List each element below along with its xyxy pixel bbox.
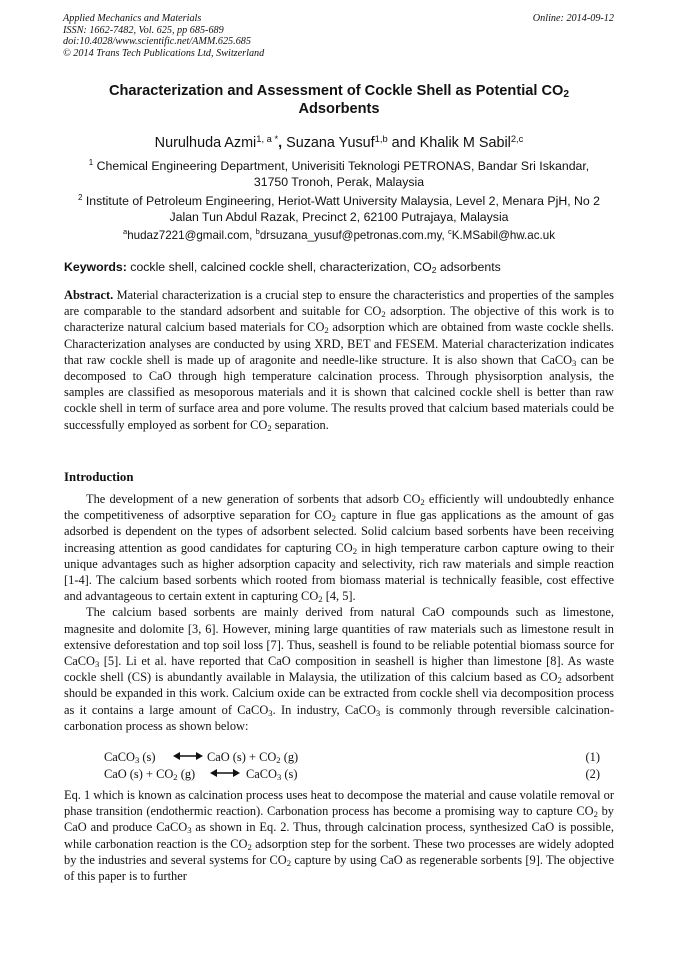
author-1: Nurulhuda Azmi [154,135,257,151]
equation-lhs: CaO $(s) + CO_2$ (g) [104,767,196,782]
body-text: adsorbent should be expanded in this work. Calcium oxide can be extracted from cockle shell via decomposition process as it contains a large amount of CaCO [64,670,614,717]
abstract [64,287,614,433]
body-text: [5]. Li et al. have reported that CaO composition in seashell is higher than limestone [8]. As waste cockle shell (CS) is abundantly available in Malaysia, the utilization of this calcium based as CO [64,654,614,685]
equation-rhs: CaO $(s) + CO_2$ (g) [207,750,299,765]
body-text: adsorption step for the sorbent. These two processes are widely adopted by the industries and several systems for CO [64,836,614,867]
journal-name: Applied Mechanics and Materials [63,13,202,24]
affiliation-1-line1: Chemical Engineering Department, Univerisiti Teknologi PETRONAS, Bandar Sri Iskandar, [96,159,590,173]
equation-2 [64,766,614,783]
title-line2: Adsorbents [298,101,380,117]
copyright-line: © 2014 Trans Tech Publications Ltd, Switzerland [63,47,265,59]
author-sep-2: and [387,135,420,151]
author-3-affil: 2,c [510,134,524,144]
author-list [64,135,614,151]
subscript: 2 [324,325,329,336]
journal-header [63,13,264,59]
paragraph [64,787,614,884]
body-text: by CaO and produce CaCO [64,804,614,835]
body-text: Eq. 1 which is known as calcination process uses heat to decompose the material and cause volatile removal or phase transition (endothermic reaction). Carbonation process has become a promising way to capture CO [64,788,614,819]
subscript: 3 [268,707,273,718]
author-2-affil: 1,b [374,134,388,144]
subscript: 2 [381,309,386,320]
affiliation-2-mark: 2 [77,193,83,202]
reversible-arrow-icon [173,749,203,763]
keywords [64,260,614,274]
body-text: is commonly through reversible calcination-carbonation process as shown below: [64,702,614,733]
equation-lhs: CaCO$_3$ (s) [104,750,156,765]
affiliation-1 [64,159,614,190]
body-text: [4, 5]. [322,589,356,604]
equation-block [64,749,614,783]
abstract-text: Material characterization is a crucial step to ensure the characteristics and properties of the samples are comparable to the standard adsorbent and suitable for CO [64,288,614,319]
email-a-mark: a [123,227,128,236]
email-a[interactable]: hudaz7221@gmail.com, [127,229,256,242]
paragraph [64,604,614,734]
subscript: 2 [352,545,358,556]
affiliation-2-line2: Jalan Tun Abdul Razak, Precinct 2, 62100 Putrajaya, Malaysia [169,209,509,224]
title-subscript: 2 [563,89,570,100]
affiliation-1-line2: 31750 Tronoh, Perak, Malaysia [253,174,425,189]
affiliation-1-mark: 1 [88,158,94,167]
subscript: 2 [318,594,323,605]
subscript: 2 [420,497,425,507]
post-equation-body [64,787,614,884]
keywords-subscript: 2 [431,265,437,275]
paper-title [64,82,614,118]
doi-link[interactable]: doi:10.4028/www.scientific.net/AMM.625.685 [63,36,251,48]
body-text: capture in flue gas applications as the amount of gas adsorbed is dependent on the types of adsorbent selected. Solid calcium based sorbents have been receiving increasing attention as good candidates for capturing CO [64,508,614,555]
subscript: 2 [331,513,336,524]
section-heading: Introduction [64,470,134,484]
equation-number: (2) [585,767,600,781]
abstract-text: adsorption which are obtained from waste cockle shells. Characterization analyses are conducted by using XRD, BET and FESEM. Material characterization indicates that raw cockle shell is made up of aragonite and needle-like structure. It is also shown that CaCO [64,320,614,367]
email-b-mark: b [255,227,260,236]
abstract-text: adsorption. The objective of this work is to characterize natural calcium based materials for CO [64,304,614,335]
body-text: capture by using CaO as regenerable sorbents [9]. The objective of this paper is to further [64,852,614,884]
abstract-text: separation. [271,417,329,432]
subscript: 2 [267,422,272,433]
email-c[interactable]: K.MSabil@hw.ac.uk [451,229,555,242]
issn-line: ISSN: 1662-7482, Vol. 625, pp 685-689 [63,24,224,36]
keywords-text: cockle shell, calcined cockle shell, characterization, CO [126,260,432,274]
keywords-tail: adsorbents [436,260,501,274]
abstract-text: can be decomposed to CaO through high temperature calcination process. Through physisorption analysis, the samples are classified as mesoporous materials and it is shown that calcined cockle shell is better than raw cockle shell in term of surface area and pore volume. The results proved that calcium based materials could be successfully employed as sorbent for CO [64,352,614,432]
body-text: The development of a new generation of sorbents that adsorb CO [86,492,421,506]
body-text: efficiently will undoubtedly enhance the competitiveness of adsorptive separation for CO [64,492,614,523]
online-date: Online: 2014-09-12 [532,13,614,24]
email-c-mark: c [447,227,452,236]
email-b[interactable]: drsuzana_yusuf@petronas.com.my, [259,229,448,242]
author-2: Suzana Yusuf [286,135,375,151]
affiliation-2-line1: Institute of Petroleum Engineering, Heriot-Watt University Malaysia, Level 2, Menara PjH, No 2 [85,194,601,208]
introduction-body [64,491,614,734]
body-text: The calcium based sorbents are mainly derived from natural CaO compounds such as limestone, magnesite and dolomite [3, 6]. However, mining large quantities of raw materials such as limestone result in extensive deforestation and top soil loss [7]. Thus, seashell is found to be reliable potential biomass source for CaCO [64,605,614,669]
subscript: 2 [286,857,292,868]
body-text: . In industry, CaCO [272,702,376,717]
subscript: 3 [572,357,577,368]
subscript: 3 [375,707,381,718]
author-sep-1: , [278,135,287,151]
reversible-arrow-icon [210,766,240,780]
abstract-label: Abstract. [64,288,114,302]
email-list [64,229,614,242]
subscript: 3 [187,825,192,836]
subscript: 3 [94,659,100,670]
subscript: 2 [593,809,598,820]
equation-number: (1) [585,750,600,764]
affiliation-2 [64,194,614,225]
body-text: as shown in Eq. 2. Thus, through calcination process, synthesized CaO is possible, while carbonation reaction is the CO [64,820,614,851]
subscript: 2 [247,841,252,852]
title-line1: Characterization and Assessment of Cockle Shell as Potential CO [108,83,564,99]
keywords-label: Keywords: [64,260,127,274]
equation-1 [64,749,614,766]
subscript: 2 [557,675,562,686]
paragraph [64,491,614,604]
equation-rhs: CaCO$_3$ (s) [246,767,298,782]
author-1-affil: 1, a * [256,134,279,144]
author-3: Khalik M Sabil [419,135,511,151]
body-text: in high temperature carbon capture owing to their unique advantages such as higher adsorption capacity and selectivity, rich raw materials and simple reaction [1-4]. The calcium based sorbents which rooted from biomass material is technically feasible, cost effective and advantageous to certain extent in capturing CO [64,540,614,604]
